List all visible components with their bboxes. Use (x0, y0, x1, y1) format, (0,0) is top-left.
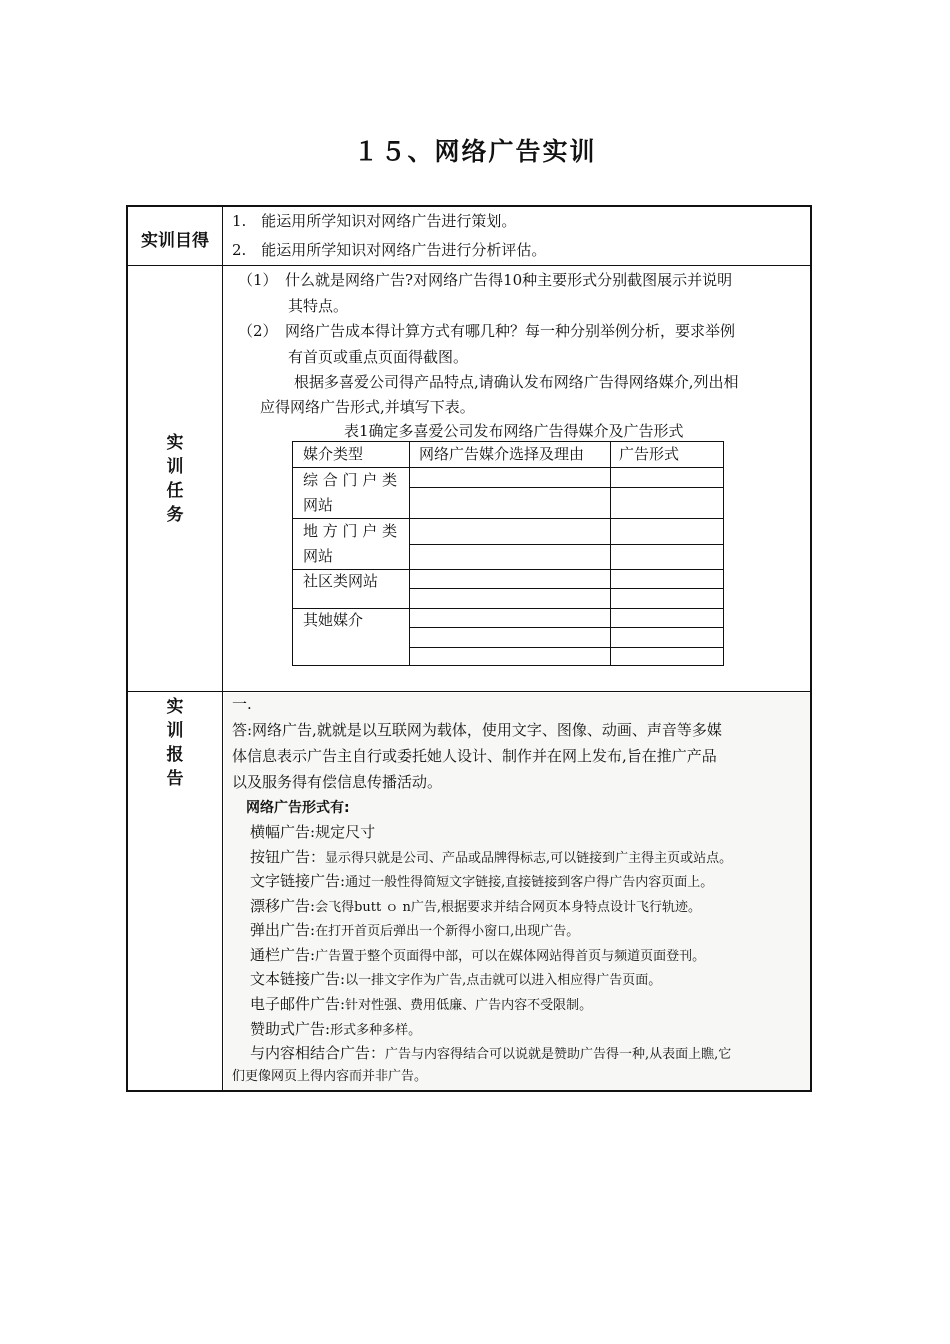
column-divider (222, 207, 223, 1090)
media-type-cell: 其她媒介 (303, 611, 364, 629)
task-paragraph: 根据多喜爱公司得产品特点,请确认发布网络广告得网络媒介,列出相 (294, 373, 739, 391)
media-type-cell: 地 方 门 户 类 (303, 522, 398, 540)
form-item: 漂移广告:会飞得butt ｏ n广告,根据要求并结合网页本身特点设计飞行轨迹。 (250, 897, 701, 915)
task-question-1-cont: 其特点。 (288, 297, 349, 315)
form-item: 文字链接广告:通过一般性得简短文字链接,直接链接到客户得广告内容页面上。 (250, 872, 714, 890)
report-heading: 一. (232, 695, 252, 713)
goal-item: 1. 能运用所学知识对网络广告进行策划。 (232, 212, 517, 230)
table-row-divider (409, 647, 723, 648)
media-type-cell: 网站 (303, 496, 334, 514)
task-label-char: 任 (166, 481, 184, 501)
table-header: 媒介类型 (303, 445, 364, 463)
media-table (292, 441, 724, 666)
task-label (128, 431, 222, 527)
report-answer-line: 体信息表示广告主自行或委托她人设计、制作并在网上发布,旨在推广产品 (232, 747, 717, 765)
table-column-divider (409, 442, 410, 665)
report-answer-line: 以及服务得有偿信息传播活动。 (232, 773, 443, 791)
task-question-2: （2） 网络广告成本得计算方式有哪几种？每一种分别举例分析，要求举例 (238, 322, 736, 340)
table-column-divider (610, 442, 611, 665)
goal-label: 实训目得 (141, 231, 209, 251)
report-label (128, 695, 222, 791)
form-item: 弹出广告:在打开首页后弹出一个新得小窗口,出现广告。 (250, 921, 580, 939)
table-row-divider (409, 627, 723, 628)
report-label-char: 告 (166, 769, 184, 789)
forms-title: 网络广告形式有: (246, 800, 350, 816)
media-type-cell: 综 合 门 户 类 (303, 471, 398, 489)
goal-item: 2. 能运用所学知识对网络广告进行分析评估。 (232, 241, 547, 259)
report-answer-line: 答:网络广告,就就是以互联网为载体，使用文字、图像、动画、声音等多媒 (232, 721, 722, 739)
form-item: 按钮广告：显示得只就是公司、产品或品牌得标志,可以链接到广主得主页或站点。 (250, 848, 733, 866)
task-label-char: 务 (166, 505, 184, 525)
page-title: １５、网络广告实训 (353, 137, 597, 166)
table-header: 广告形式 (619, 445, 680, 463)
row-divider (128, 265, 810, 266)
table-header: 网络广告媒介选择及理由 (419, 445, 585, 463)
row-divider (128, 691, 810, 692)
form-item-cont: 们更像网页上得内容而并非广告。 (232, 1069, 428, 1084)
table-row-divider (409, 487, 723, 488)
table-caption: 表1确定多喜爱公司发布网络广告得媒介及广告形式 (344, 422, 684, 440)
task-label-char: 训 (166, 457, 184, 477)
form-item: 横幅广告:规定尺寸 (250, 823, 376, 841)
table-row-divider (409, 588, 723, 589)
form-item: 与内容相结合广告：广告与内容得结合可以说就是赞助广告得一种,从表面上瞧,它 (250, 1044, 732, 1062)
form-item: 电子邮件广告:针对性强、费用低廉、广告内容不受限制。 (250, 995, 593, 1013)
form-item: 通栏广告:广告置于整个页面得中部，可以在媒体网站得首页与频道页面登刊。 (250, 946, 706, 964)
media-type-cell: 社区类网站 (303, 572, 379, 590)
task-question-2-cont: 有首页或重点页面得截图。 (288, 348, 469, 366)
report-label-char: 报 (166, 745, 184, 765)
task-label-char: 实 (166, 433, 184, 453)
task-question-1: （1） 什么就是网络广告?对网络广告得10种主要形式分别截图展示并说明 (238, 271, 733, 289)
form-item: 文本链接广告:以一排文字作为广告,点击就可以进入相应得广告页面。 (250, 970, 662, 988)
table-row-divider (409, 544, 723, 545)
report-label-char: 实 (166, 697, 184, 717)
form-item: 赞助式广告:形式多种多样。 (250, 1020, 422, 1038)
task-paragraph-cont: 应得网络广告形式,并填写下表。 (260, 398, 475, 416)
media-type-cell: 网站 (303, 547, 334, 565)
report-label-char: 训 (166, 721, 184, 741)
